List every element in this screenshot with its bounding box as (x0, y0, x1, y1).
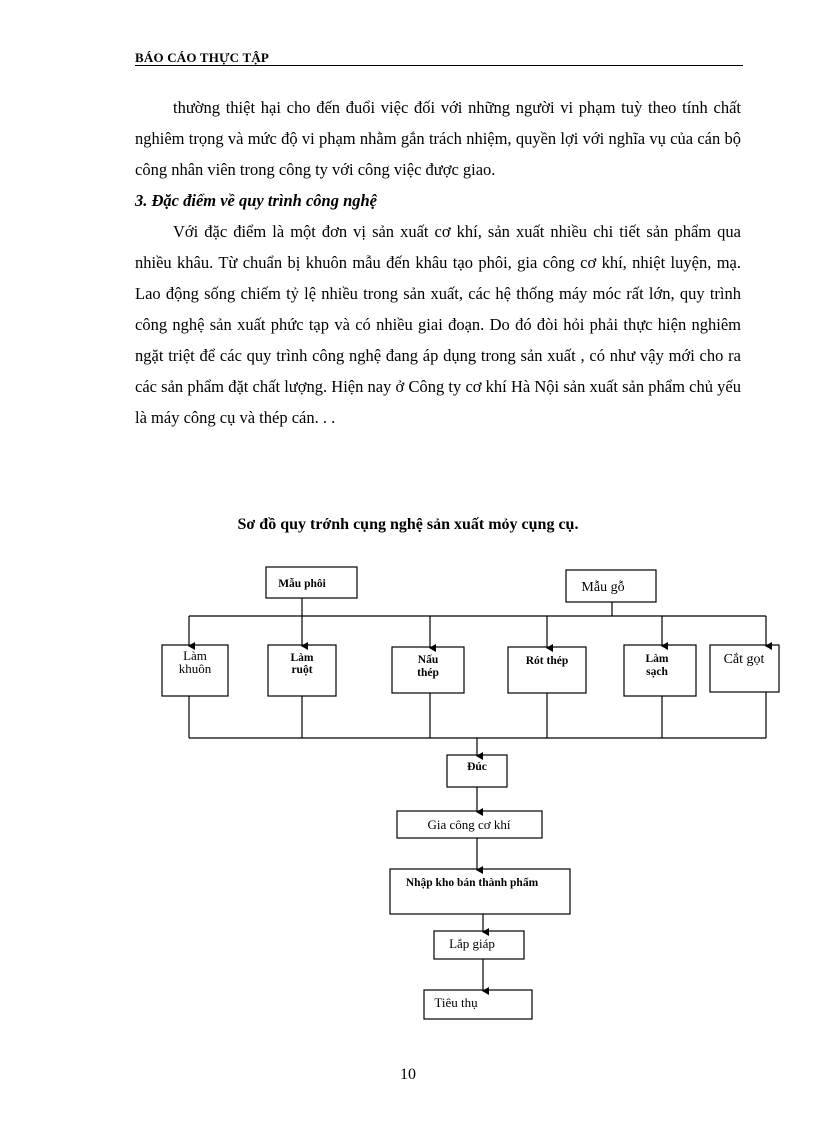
nhap-kho-box (390, 869, 570, 914)
mau-phoi-label: Mẫu phôi (278, 578, 326, 590)
lam-ruot-label-line2: ruột (291, 664, 313, 676)
report-header: BÁO CÁO THỰC TẬP (135, 50, 270, 65)
lam-khuon-label-line1: Làm (183, 648, 207, 663)
lam-ruot-label-line1: Làm (290, 652, 314, 664)
section-heading: 3. Đặc điểm về quy trình công nghệ (135, 191, 377, 210)
lam-sach-label-line1: Làm (645, 653, 669, 665)
lap-giap-label: Lắp giáp (449, 936, 495, 951)
mau-go-label: Mẫu gỗ (581, 580, 625, 595)
nhap-kho-label: Nhập kho bán thành phẩm (405, 877, 539, 889)
diagram-title: Sơ đồ quy trớnh cụng nghệ sản xuất mỏy cụng cụ. (237, 516, 579, 533)
rot-thep-box (508, 647, 586, 693)
cat-got-label: Cắt gọt (723, 652, 765, 667)
rot-thep-label: Rót thép (525, 655, 569, 667)
nau-thep-label-line2: thép (417, 667, 439, 679)
tieu-thu-label: Tiêu thụ (434, 995, 478, 1010)
lam-sach-label-line2: sạch (646, 666, 668, 678)
paragraph-1: thường thiệt hại cho đến đuổi việc đối với những người vi phạm tuỳ theo tính chất nghiêm trọng và mức độ vi phạm nhằm gắn trách nhiệm, quyền lợi với nghĩa vụ của cán bộ công nhân viên trong công ty với công việc được giao. (135, 98, 741, 179)
nau-thep-label-line1: Nấu (417, 654, 439, 666)
gia-cong-label: Gia công cơ khí (427, 817, 511, 832)
paragraph-2: Với đặc điểm là một đơn vị sản xuất cơ khí, sản xuất nhiều chi tiết sản phẩm qua nhiều khâu. Từ chuẩn bị khuôn mẫu đến khâu tạo phôi, gia công cơ khí, nhiệt luyện, mạ. Lao động sống chiếm tỷ lệ nhiều trong sản xuất, các hệ thống máy móc rất lớn, quy trình công nghệ sản xuất phức tạp và có nhiều giai đoạn. Do đó đòi hỏi phải thực hiện nghiêm ngặt triệt để các quy trình công nghệ đang áp dụng trong sản xuất , có như vậy mới cho ra các sản phẩm đặt chất lượng. Hiện nay ở Công ty cơ khí Hà Nội sản xuất sản phẩm chủ yếu là máy công cụ và thép cán. . . (135, 222, 741, 427)
duc-label: Đúc (467, 761, 487, 773)
page-number: 10 (400, 1066, 416, 1083)
lam-khuon-label-line2: khuôn (178, 661, 212, 676)
